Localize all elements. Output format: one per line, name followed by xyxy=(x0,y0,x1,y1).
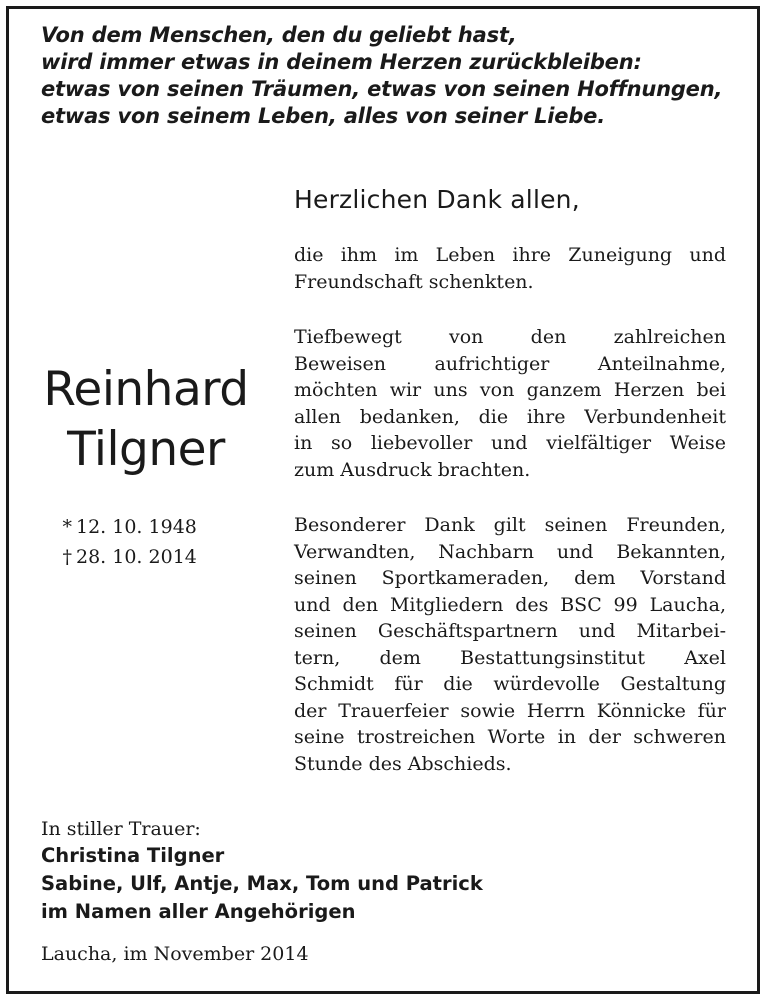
text-line: in so liebevoller und vielfältiger Weise xyxy=(294,432,726,454)
place-date: Laucha, im November 2014 xyxy=(41,943,309,965)
text-line: Besonderer Dank gilt seinen Freunden, xyxy=(294,514,726,536)
text-line: der Trauerfeier sowie Herrn Könnicke für xyxy=(294,699,726,722)
mourner-line: Sabine, Ulf, Antje, Max, Tom und Patrick xyxy=(41,872,483,895)
mourner-line: Christina Tilgner xyxy=(41,844,225,867)
deceased-last-name: Tilgner xyxy=(67,422,225,477)
mourning-intro: In stiller Trauer: xyxy=(41,818,201,840)
text-line: möchten wir uns von ganzem Herzen bei xyxy=(294,379,726,401)
death-date-line xyxy=(52,542,242,572)
text-line: Beweisen aufrichtiger Anteilnahme, xyxy=(294,352,726,375)
text-line: Verwandten, Nachbarn und Bekannten, xyxy=(294,540,726,563)
cross-icon: † xyxy=(62,546,72,568)
text-line: seine trostreichen Worte in der schweren xyxy=(294,726,726,748)
text-line: seinen Geschäftspartnern und Mitarbei- xyxy=(294,620,726,642)
thanks-paragraph-3 xyxy=(294,512,726,777)
star-icon: * xyxy=(62,516,72,538)
text-line: und den Mitgliedern des BSC 99 Laucha, xyxy=(294,593,726,616)
mourner-names xyxy=(41,842,483,926)
motto-line: Von dem Menschen, den du geliebt hast, xyxy=(41,23,517,47)
birth-date-line xyxy=(52,512,242,542)
thanks-heading: Herzlichen Dank allen, xyxy=(294,185,580,214)
motto-line: etwas von seinem Leben, alles von seiner Liebe. xyxy=(41,104,605,128)
motto-line: wird immer etwas in deinem Herzen zurückbleiben: xyxy=(41,50,642,74)
text-line: Schmidt für die würdevolle Gestaltung xyxy=(294,673,726,695)
thanks-paragraph-1 xyxy=(294,242,726,295)
text-line: zum Ausdruck brachten. xyxy=(294,458,531,481)
text-line: Freundschaft schenkten. xyxy=(294,270,534,293)
text-line: Tiefbewegt von den zahlreichen xyxy=(294,326,726,348)
thanks-paragraph-2 xyxy=(294,324,726,483)
motto-line: etwas von seinen Träumen, etwas von seinen Hoffnungen, xyxy=(41,77,723,101)
text-line: Stunde des Abschieds. xyxy=(294,752,512,775)
text-line: seinen Sportkameraden, dem Vorstand xyxy=(294,567,726,589)
birth-date: 12. 10. 1948 xyxy=(76,516,197,538)
mourner-line: im Namen aller Angehörigen xyxy=(41,900,356,923)
text-line: tern, dem Bestattungsinstitut Axel xyxy=(294,646,726,669)
text-line: die ihm im Leben ihre Zuneigung und xyxy=(294,244,726,266)
motto-quote xyxy=(41,22,721,130)
text-line: allen bedanken, die ihre Verbundenheit xyxy=(294,405,726,428)
deceased-first-name: Reinhard xyxy=(43,362,249,417)
death-date: 28. 10. 2014 xyxy=(76,546,197,568)
